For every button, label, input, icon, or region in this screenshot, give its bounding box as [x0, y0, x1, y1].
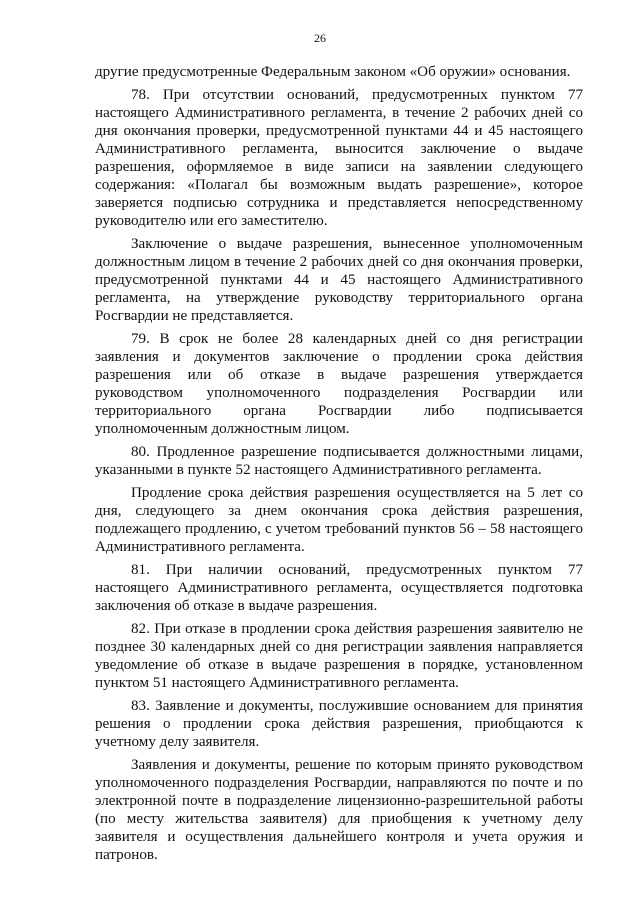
paragraph-item-83: 83. Заявление и документы, послужившие основанием для принятия решения о продлении срока действия разрешения, приобщаются к учетному делу заявителя. [95, 698, 583, 750]
paragraph-extension-term: Продление срока действия разрешения осуществляется на 5 лет со дня, следующего за днем окончания срока действия разрешения, подлежащего продлению, с учетом требований пунктов 56 – 58 настоящего Административного регламента. [95, 485, 583, 555]
paragraph-continuation: другие предусмотренные Федеральным законом «Об оружии» основания. [95, 64, 571, 80]
page-number: 26 [314, 31, 326, 45]
paragraph-item-82: 82. При отказе в продлении срока действия разрешения заявителю не позднее 30 календарных дней со дня регистрации заявления направляется уведомление об отказе в выдаче разрешения в порядке, установленном пунктом 51 настоящего Административного регламента. [95, 621, 583, 691]
paragraph-item-78: 78. При отсутствии оснований, предусмотренных пунктом 77 настоящего Административного регламента, в течение 2 рабочих дней со дня окончания проверки, предусмотренной пунктами 44 и 45 настоящего Административного регламента, выносится заключение о выдаче разрешения, оформляемое в виде записи на заявлении следующего содержания: «Полагал бы возможным выдать разрешение», которое заверяется подписью сотрудника и представляется непосредственному руководителю или его заместителю. [95, 87, 583, 229]
paragraph-documents-routing: Заявления и документы, решение по которым принято руководством уполномоченного подразделения Росгвардии, направляются по почте и по электронной почте в подразделение лицензионно-разрешительной работы (по месту жительства заявителя) для приобщения к учетному делу заявителя и осуществления дальнейшего контроля и учета оружия и патронов. [95, 757, 583, 863]
paragraph-item-81: 81. При наличии оснований, предусмотренных пунктом 77 настоящего Административного регламента, осуществляется подготовка заключения об отказе в выдаче разрешения. [95, 562, 583, 614]
paragraph-conclusion-note: Заключение о выдаче разрешения, вынесенное уполномоченным должностным лицом в течение 2 рабочих дней со дня окончания проверки, предусмотренной пунктами 44 и 45 настоящего Административного регламента, на утверждение руководству территориального органа Росгвардии не представляется. [95, 236, 583, 324]
paragraph-item-79: 79. В срок не более 28 календарных дней со дня регистрации заявления и документов заключение о продлении срока действия разрешения или об отказе в выдаче разрешения утверждается руководством уполномоченного подразделения Росгвардии или территориального органа Росгвардии либо подписывается уполномоченным должностным лицом. [95, 331, 583, 437]
document-body [95, 63, 583, 864]
paragraph-item-80: 80. Продленное разрешение подписывается должностными лицами, указанными в пункте 52 настоящего Административного регламента. [95, 444, 583, 478]
